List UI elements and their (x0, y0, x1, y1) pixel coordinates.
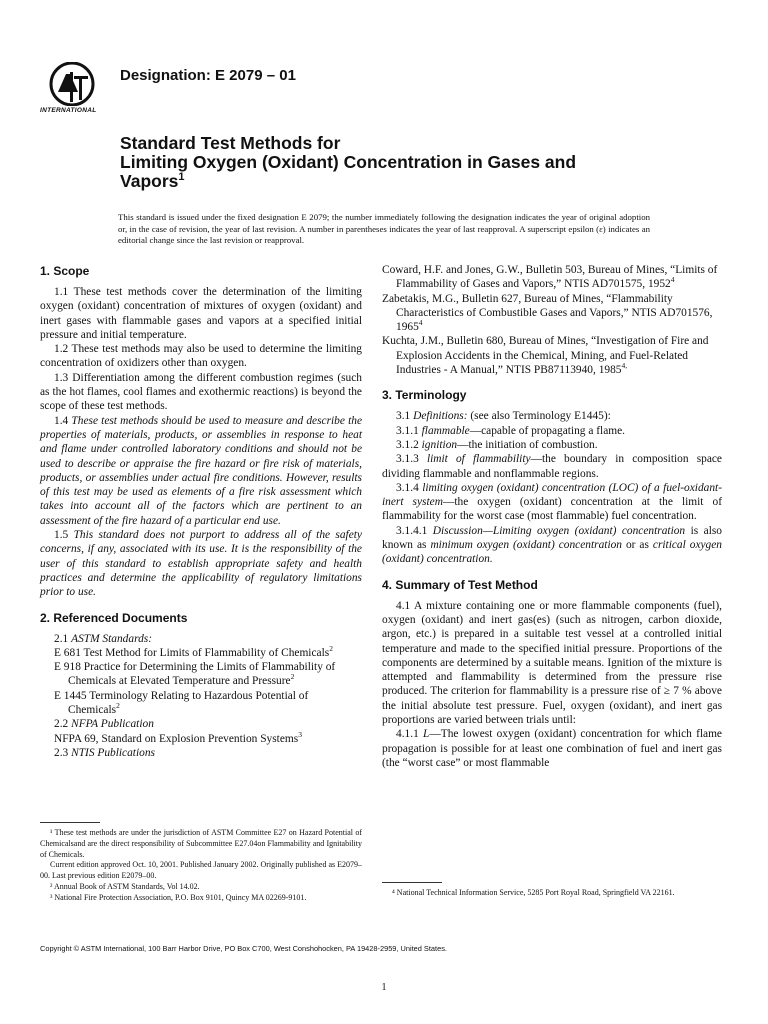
term-3-1-4-text: —the oxygen (oxidant) concentration at the limit of flammability for the worst case (most flammable) fuel concentration. (382, 496, 723, 523)
ref-2-2 (40, 717, 362, 731)
ref-2-1-text: ASTM Standards: (71, 632, 153, 645)
ntis-ref-zabetakis-text: Zabetakis, M.G., Bulletin 627, Bureau of Mines, “Flammability Characteristics of Combustible Gases and Vapors,” NTIS AD701576, 1965 (382, 292, 713, 334)
title-line-2: Limiting Oxygen (Oxidant) Concentration in Gases and (120, 152, 577, 172)
left-column (40, 263, 362, 760)
right-column (382, 263, 722, 770)
ref-e918 (40, 660, 362, 689)
footnote-3: ³ National Fire Protection Association, P.O. Box 9101, Quincy MA 02269-9101. (50, 892, 307, 902)
scope-1-3: 1.3 Differentiation among the different combustion regimes (such as the hot flames, cool flames and exothermic reactions) is beyond the scope of these test methods. (40, 371, 362, 413)
footnote-1: ¹ These test methods are under the jurisdiction of ASTM Committee E27 on Hazard Potential of Chemicalsand are the direct responsibility of Subcommittee E27.04on Flammability and Ignitability of Chemicals. (40, 828, 362, 859)
section-scope-heading: 1. Scope (40, 264, 90, 278)
preamble: This standard is issued under the fixed designation E 2079; the number immediately following the designation indicates the year of original adoption or, in the case of revision, the year of last revision. A number in parentheses indicates the year of last reapproval. A superscript epsilon (ε) indicates an editorial change since the last revision or reapproval. (118, 212, 650, 245)
footnote-rule-right (382, 882, 442, 883)
term-3-1-4-1-alt2: critical oxygen (oxidant) concentration. (382, 539, 723, 566)
term-3-1-1-num: 3.1.1 (396, 424, 419, 437)
document-title (120, 134, 680, 191)
footnote-1b: Current edition approved Oct. 10, 2001. Published January 2002. Originally published as E2079–00. Last previous edition E2079–00. (40, 860, 362, 881)
summary-4-1: 4.1 A mixture containing one or more flammable components (fuel), oxygen (oxidant) and inert gas(es) (such as nitrogen, carbon dioxide, argon, etc.) is prepared in a suitable test vessel at a controlled initial temperature and made to the specified initial pressure. Proportions of the components are determined by a suitable means. Ignition of the mixture is attempted and flammability is determined from the pressure rise produced. The criterion for flammability is a pressure rise of ≥ 7 % above the initial absolute test pressure. Fuel, oxygen (oxidant), and inert gas proportions are varied between trials until: (382, 599, 722, 727)
ntis-ref-kuchta (382, 334, 722, 377)
page-number: 1 (381, 982, 387, 993)
ref-e1445-text: E 1445 Terminology Relating to Hazardous Potential of Chemicals (54, 689, 309, 717)
scope-1-5 (40, 528, 362, 599)
term-3-1-4-1 (382, 524, 722, 567)
title-line-3: Vapors (120, 171, 179, 191)
ref-2-2-num: 2.2 (54, 718, 69, 731)
term-3-1-4-1-mid: is also known as (382, 524, 722, 552)
ntis-ref-zabetakis-mark: 4 (418, 318, 423, 328)
footnotes-left (40, 828, 362, 904)
section-summary-heading: 4. Summary of Test Method (382, 577, 538, 592)
ref-2-3-text: NTIS Publications (71, 746, 155, 759)
ref-2-2-text: NFPA Publication (71, 718, 154, 731)
scope-1-4-text: These test methods should be used to measure and describe the properties of materials, products, or assemblies in response to heat and flame under controlled laboratory conditions and should not be used to describe or appraise the fire hazard or fire risk of materials, products, or assemblies under actual fire conditions. However, results of this test may be used as elements of a fire risk assessment which takes into account all of the factors which are pertinent to an assessment of the fire hazard of a particular end use. (40, 414, 362, 527)
summary-4-1-1-num: 4.1.1 (396, 728, 419, 741)
section-terminology-heading: 3. Terminology (382, 388, 467, 403)
footnotes-right (382, 888, 722, 899)
ref-e918-mark: 2 (290, 672, 295, 682)
scope-1-4 (40, 414, 362, 528)
ref-e681-mark: 2 (329, 644, 333, 654)
term-3-1-4 (382, 481, 722, 524)
term-3-1-3-num: 3.1.3 (396, 453, 419, 466)
term-3-1-2-text: —the initiation of combustion. (457, 438, 598, 451)
term-3-1-1 (382, 424, 722, 438)
term-3-1-3-text: —the boundary in composition space dividing flammable and nonflammable regions. (382, 453, 722, 480)
ref-nfpa (40, 729, 362, 746)
ref-2-1 (40, 632, 362, 646)
term-3-1-4-term: limiting oxygen (oxidant) concentration (LOC) of a fuel-oxidant-inert system (382, 481, 722, 509)
astm-logo (34, 62, 110, 118)
ntis-ref-coward-mark: 4 (670, 275, 675, 285)
ntis-ref-kuchta-mark: 4, (621, 361, 628, 371)
logo-wordmark: INTERNATIONAL (40, 107, 97, 114)
term-3-1-4-1-alt1: minimum oxygen (oxidant) concentration (430, 539, 622, 552)
term-3-1-4-1-num: 3.1.4.1 (396, 524, 428, 537)
summary-4-1-1-text: —The lowest oxygen (oxidant) concentration for which flame propagation is possible for at least one combination of fuel and inert gas (the “worst case” or most flammable (382, 728, 722, 769)
term-3-1-term: Definitions: (413, 410, 468, 423)
copyright-line: Copyright © ASTM International, 100 Barr Harbor Drive, PO Box C700, West Conshohocken, PA 19428-2959, United States. (40, 944, 447, 953)
ref-2-1-num: 2.1 (54, 632, 69, 645)
term-3-1-num: 3.1 (396, 410, 411, 423)
designation: Designation: E 2079 – 01 (120, 67, 296, 84)
term-3-1-1-text: —capable of propagating a flame. (469, 424, 626, 437)
scope-1-4-num: 1.4 (54, 414, 69, 427)
ref-e918-text: E 918 Practice for Determining the Limits of Flammability of Chemicals at Elevated Temperature and Pressure (54, 661, 336, 688)
term-3-1-3-term: limit of flammability (426, 453, 531, 466)
ntis-ref-coward (382, 263, 722, 292)
footnote-rule-left (40, 822, 100, 823)
ref-2-3 (40, 746, 362, 760)
term-3-1-4-1-term: Discussion—Limiting oxygen (oxidant) concentration (432, 524, 686, 537)
summary-4-1-1 (382, 727, 722, 770)
ref-2-3-num: 2.3 (54, 746, 69, 759)
ref-e681 (40, 646, 362, 660)
term-3-1-3 (382, 452, 722, 481)
scope-1-5-num: 1.5 (54, 529, 69, 542)
title-line-1: Standard Test Methods for (120, 133, 341, 153)
scope-1-2: 1.2 These test methods may also be used to determine the limiting concentration of oxidizers other than oxygen. (40, 343, 362, 370)
ntis-ref-kuchta-text: Kuchta, J.M., Bulletin 680, Bureau of Mines, “Investigation of Fire and Explosion Accidents in the Chemical, Mining, and Fuel-Related Industries - A Manual,” NTIS PB87113940, 1985 (382, 335, 709, 377)
ref-nfpa-text: NFPA 69, Standard on Explosion Prevention Systems (54, 732, 299, 745)
term-3-1-text: (see also Terminology E1445): (470, 410, 611, 423)
term-3-1-1-term: flammable (421, 424, 470, 437)
ref-e681-text: E 681 Test Method for Limits of Flammability of Chemicals (54, 646, 330, 659)
term-3-1 (382, 409, 722, 423)
ref-nfpa-mark: 3 (298, 729, 302, 739)
section-referenced-heading: 2. Referenced Documents (40, 610, 188, 625)
term-3-1-4-num: 3.1.4 (396, 481, 419, 494)
term-3-1-2-term: ignition (421, 438, 458, 451)
title-footnote-mark: 1 (178, 171, 185, 184)
ntis-ref-coward-text: Coward, H.F. and Jones, G.W., Bulletin 503, Bureau of Mines, “Limits of Flammability of Gases and Vapors,” NTIS AD701575, 1952 (382, 264, 718, 291)
ref-e1445 (40, 689, 362, 718)
title-line-3-wrap (120, 172, 680, 191)
scope-1-1: 1.1 These test methods cover the determination of the limiting oxygen (oxidant) concentration of mixtures of oxygen (oxidant) and inert gases with flammable gases and vapors at a specified initial pressure and initial temperature. (40, 286, 362, 341)
term-3-1-2-num: 3.1.2 (396, 438, 419, 451)
summary-4-1-1-term: L (423, 728, 430, 741)
term-3-1-4-1-or: or as (625, 539, 649, 552)
footnote-2: ² Annual Book of ASTM Standards, Vol 14.02. (50, 881, 200, 891)
ntis-ref-zabetakis (382, 292, 722, 335)
scope-1-5-text: This standard does not purport to address all of the safety concerns, if any, associated with its use. It is the responsibility of the user of this standard to establish appropriate safety and health practices and determine the applicability of regulatory limitations prior to use. (40, 529, 362, 599)
ref-e1445-mark: 2 (116, 701, 120, 711)
footnote-4: ⁴ National Technical Information Service, 5285 Port Royal Road, Springfield VA 22161. (392, 888, 675, 897)
term-3-1-2 (382, 438, 722, 452)
